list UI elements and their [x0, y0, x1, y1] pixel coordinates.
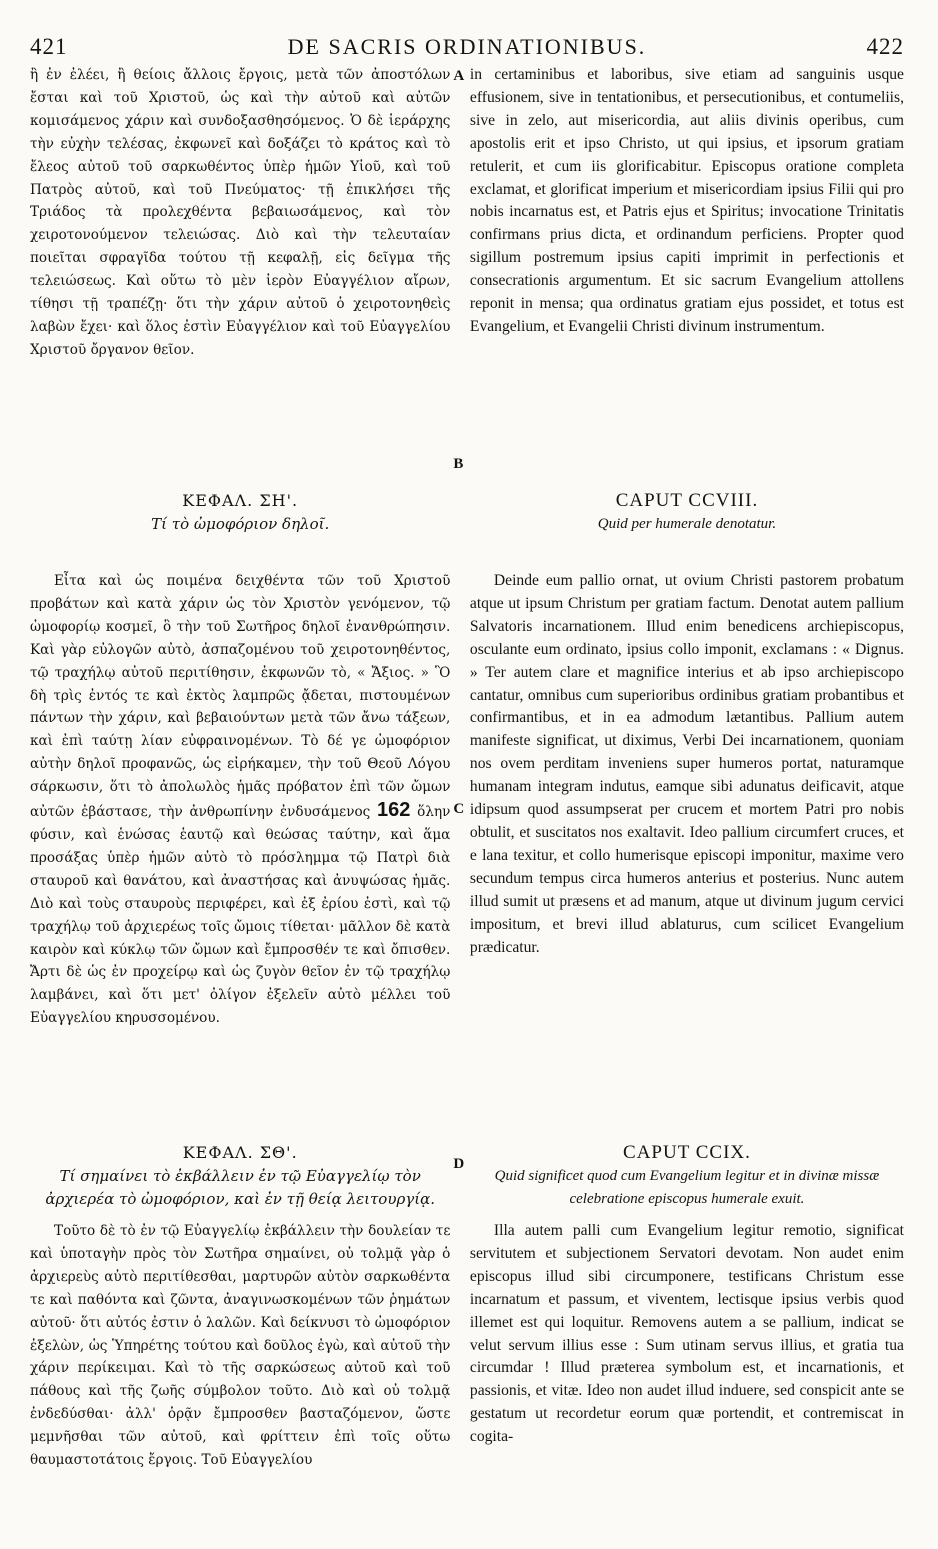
margin-letters	[450, 64, 470, 1540]
greek-chapter-209-heading	[30, 1126, 450, 1220]
greek-chapter-208-heading	[30, 476, 450, 570]
greek-column	[30, 64, 450, 1540]
latin-chapter-209-heading	[470, 1126, 904, 1220]
greek-chapter-209-title: ΚΕΦΑΛ. ΣΘ'.	[182, 1143, 298, 1162]
margin-letter-d: D	[453, 1156, 465, 1172]
page-number-right: 422	[866, 34, 904, 59]
page-number-left: 421	[30, 34, 68, 59]
margin-letter-a: A	[453, 68, 465, 84]
two-column-text	[30, 64, 904, 1540]
greek-paragraph-2b: ὅλην φύσιν, καὶ ἑνώσας ἑαυτῷ καὶ θεώσας ταύτην, καὶ ἅμα προσάξας ὑπὲρ ἡμῶν αὐτὸ τὸ πρόσλημμα τῷ Πατρὶ διὰ σταυροῦ καὶ θανάτου, καὶ ἀναστήσας καὶ ἀνυψώσας ἡμᾶς. Διὸ καὶ τοὺς σταυροὺς περιφέρει, καὶ ἐξ ἐρίου ἐστὶ, καὶ τῷ τραχήλῳ τοῦ ἀρχιερέως τοῖς ὤμοις τίθεται· μᾶλλον δὲ κατὰ καιρὸν καὶ κύκλῳ τῶν ὤμων καὶ ἔμπροσθέν τε καὶ ὄπισθεν. Ἄρτι δὲ ὡς ἐν προχείρῳ καὶ ὡς ζυγὸν θεῖον ἐν τῷ τραχήλῳ λαμβάνει, καὶ ὅτι μετ' ὀλίγον ἐξελεῖν αὐτὸ μέλλει τοῦ Εὐαγγελίου κηρυσσομένου.	[30, 804, 451, 1027]
latin-paragraph-2: Deinde eum pallio ornat, ut ovium Christi pastorem probatum atque ut ipsum Christum per gratiam factum. Denotat autem pallium Salvatoris incarnationem. Illud enim benedicens archiepiscopus, osculante eum ordinato, ipsius collo imponit, exclamans : « Dignus. » Ter autem clare et magnifice interius et ab ipso archiepiscopo cantatur, omnibus cum superioribus ordinibus gratiam probantibus et confirmantibus, et in ea admodum lætantibus. Pallium autem manifeste significat, ut diximus, Verbi Dei incarnationem, quoniam nos ovem perditam inveniens super humeros portat, naturamque humanam integram indutus, eamque sibi adunatus deificavit, atque idipsum quod assumpserat per crucem et mortem Patri pro nobis obtulit, et suscitatos nos exaltavit. Ideo pallium circumfert cruces, et e lana texitur, et collo humerisque episcopi imponitur, maxime vero secundum tempus circa humeros anterius et posterius. Nunc autem illud sumit ut præsens et ad manum, atque ut divinum jugum cervici impositum, et brevi illud ablaturus, cum scilicet Evangelium prædicatur.	[469, 572, 904, 956]
greek-chapter-208-title: ΚΕΦΑΛ. ΣΗ'.	[182, 491, 299, 510]
greek-paragraph-2	[30, 570, 450, 1030]
latin-chapter-209-title: CAPUT CCIX.	[623, 1142, 751, 1163]
running-head	[30, 34, 904, 60]
margin-letter-c: C	[453, 801, 465, 817]
greek-paragraph-3: Τοῦτο δὲ τὸ ἐν τῷ Εὐαγγελίῳ ἐκβάλλειν τὴν δουλείαν τε καὶ ὑποταγὴν πρὸς τὸν Σωτῆρα σημαίνει, οὐ τολμᾷ γὰρ ὁ ἀρχιερεὺς αὐτὸ περιτίθεσθαι, μαρτυρῶν αὐτὸν σαρκωθέντα τε καὶ παθόντα καὶ ζῶντα, ἀναγινωσκομένων τῶν ῥημάτων αὐτοῦ· ὅτι αὐτός ἐστιν ὁ λαλῶν. Καὶ δείκνυσι τὸ ὠμοφόριον ἐξελὼν, ὡς Ὑπηρέτης τούτου καὶ δοῦλος ἐγὼ, καὶ αὐτοῦ τὴν χάριν περίκειμαι. Καὶ τὸ τῆς σαρκώσεως αὐτοῦ καὶ τοῦ πάθους καὶ τῆς ζωῆς σύμβολον τοῦτο. Διὸ καὶ οὐ τολμᾷ ἐνδεδύσθαι· ἀλλ' ὁρᾷν ἔμπροσθεν βασταζόμενον, ὥστε μεμνῆσθαι τῶν αὐτοῦ, καὶ φρίττειν ἐπὶ τοῖς οὕτω θαυμαστοτάτοις ἔργοις. Τοῦ Εὐαγγελίου	[30, 1223, 451, 1469]
latin-column	[470, 64, 904, 1540]
latin-chapter-208-subtitle: Quid per humerale denotatur.	[597, 515, 777, 532]
column-number: 162	[377, 799, 411, 822]
greek-chapter-209-subtitle: Τί σημαίνει τὸ ἐκβάλλειν ἐν τῷ Εὐαγγελίῳ τὸν ἀρχιερέα τὸ ὠμοφόριον, καὶ ἐν τῇ θείᾳ λειτουργίᾳ.	[45, 1166, 436, 1208]
latin-paragraph-3: Illa autem palli cum Evangelium legitur remotio, significat servitutem et subjectionem Servatori devotam. Non audet enim episcopus illud sibi circumponere, testificans Christum esse incarnatum et passum, et viventem, lectisque ipsius verbis quod illemet est qui loquitur. Removens autem a se pallium, indicat se velut servum illius esse : Sum utinam servus illius, et gratia tua circumdar ! Illud præterea symbolum est, et incarnationis, et passionis, et vitæ. Ideo non audet illud induere, sed conspicit ante se gestatum ut recordetur eorum quæ portendit, et contremiscat in cogita-	[469, 1222, 904, 1446]
greek-paragraph-2a: Εἶτα καὶ ὡς ποιμένα δειχθέντα τῶν τοῦ Χριστοῦ προβάτων καὶ κατὰ χάριν ὡς τὸν Χριστὸν γενόμενον, τῷ ὠμοφορίῳ κοσμεῖ, ὃ τὴν τοῦ Σωτῆρος δηλοῖ ἐνανθρώπησιν. Καὶ γὰρ εὐλογῶν αὐτὸ, ἀσπαζομένου τοῦ χειροτονηθέντος, τῷ τραχήλῳ αὐτοῦ περιτίθησιν, ἐκφωνῶν τὸ, « Ἄξιος. » Ὃ δὴ τρὶς ἐντός τε καὶ ἐκτὸς λαμπρῶς ᾄδεται, πιστουμένων πάντων τὴν χάριν, καὶ βεβαιούντων μετὰ τῶν ἄνω τάξεων, καὶ ἐπὶ ταύτῃ λίαν εὐφραινομένων. Τὸ δέ γε ὠμοφόριον αὐτὴν δηλοῖ προφανῶς, ὡς εἰρήκαμεν, τὴν τοῦ Θεοῦ Λόγου σάρκωσιν, ὅτι τὸ ἀπολωλὸς ἡμᾶς πρόβατον ἐπὶ τῶν ὤμων αὐτῶν ἐβάστασε, τὴν ἀνθρωπίνην ἐνδυσάμενος	[30, 573, 451, 821]
margin-letter-b: B	[453, 456, 464, 472]
running-title: DE SACRIS ORDINATIONIBUS.	[287, 34, 647, 59]
greek-paragraph-1: ἢ ἐν ἐλέει, ἢ θείοις ἄλλοις ἔργοις, μετὰ τῶν ἀποστόλων ἔσται καὶ τοῦ Χριστοῦ, ὡς καὶ τὴν αὐτοῦ καὶ αὐτῶν κομισάμενος χάριν καὶ συνδοξασθησόμενος. Ὁ δὲ ἱεράρχης τὴν εὐχὴν τελέσας, ἐκφωνεῖ καὶ δοξάζει τὸ κράτος καὶ τὸ ἔλεος αὐτοῦ τοῦ σαρκωθέντος ὑπὲρ ἡμῶν Υἱοῦ, καὶ τοῦ Πατρὸς αὐτοῦ, καὶ τοῦ Πνεύματος· τῇ ἐπικλήσει τῆς Τριάδος τὰ προλεχθέντα βεβαιωσάμενος, καὶ τὸν χειροτονούμενον τελειώσας. Διὸ καὶ τὴν τελευταίαν ποιεῖται σφραγῖδα τούτου τῇ κεφαλῇ, εἰς δεῖγμα τῆς τελειώσεως. Καὶ οὕτω τὸ μὲν ἱερὸν Εὐαγγέλιον αἴρων, τίθησι τῇ τραπέζῃ· ὅτι τὴν χάριν αὐτοῦ ὁ χειροτονηθεὶς λαβὼν ἔχει· καὶ ὅλος ἐστὶν Εὐαγγέλιον καὶ τοῦ Εὐαγγελίου Χριστοῦ ὄργανον θεῖον.	[30, 67, 451, 358]
latin-paragraph-1: in certaminibus et laboribus, sive etiam ad sanguinis usque effusionem, sive in tentationibus, et persecutionibus, et contumeliis, sive in zelo, aut misericordia, aut aliis divinis operibus, cum apostolis erit et ipso Christo, ut qui ipsius, et ipsorum gratiam retulerit, et cum iis glorificabitur. Episcopus oratione completa exclamat, et glorificat imperium et misericordiam ipsius Filii qui pro nobis incarnatus est, et Patris ejus et Spiritus; invocatione Trinitatis confirmans prius dicta, et ordinandum perficiens. Propter quod sigillum postremum ipsius capiti imprimit in perfectionis et consecrationis argumentum. Et sic sacrum Evangelium attollens reponit in mensa; qua ordinatus gratiam ejus possidet, et totus est Evangelium, et Evangelii Christi divinum instrumentum.	[469, 66, 904, 335]
latin-chapter-208-title: CAPUT CCVIII.	[615, 490, 759, 511]
latin-chapter-209-subtitle: Quid significet quod cum Evangelium legitur et in divinæ missæ celebratione episcopus humerale exuit.	[494, 1167, 880, 1207]
greek-chapter-208-subtitle: Τί τὸ ὠμοφόριον δηλοῖ.	[151, 514, 330, 533]
latin-chapter-208-heading	[470, 476, 904, 570]
